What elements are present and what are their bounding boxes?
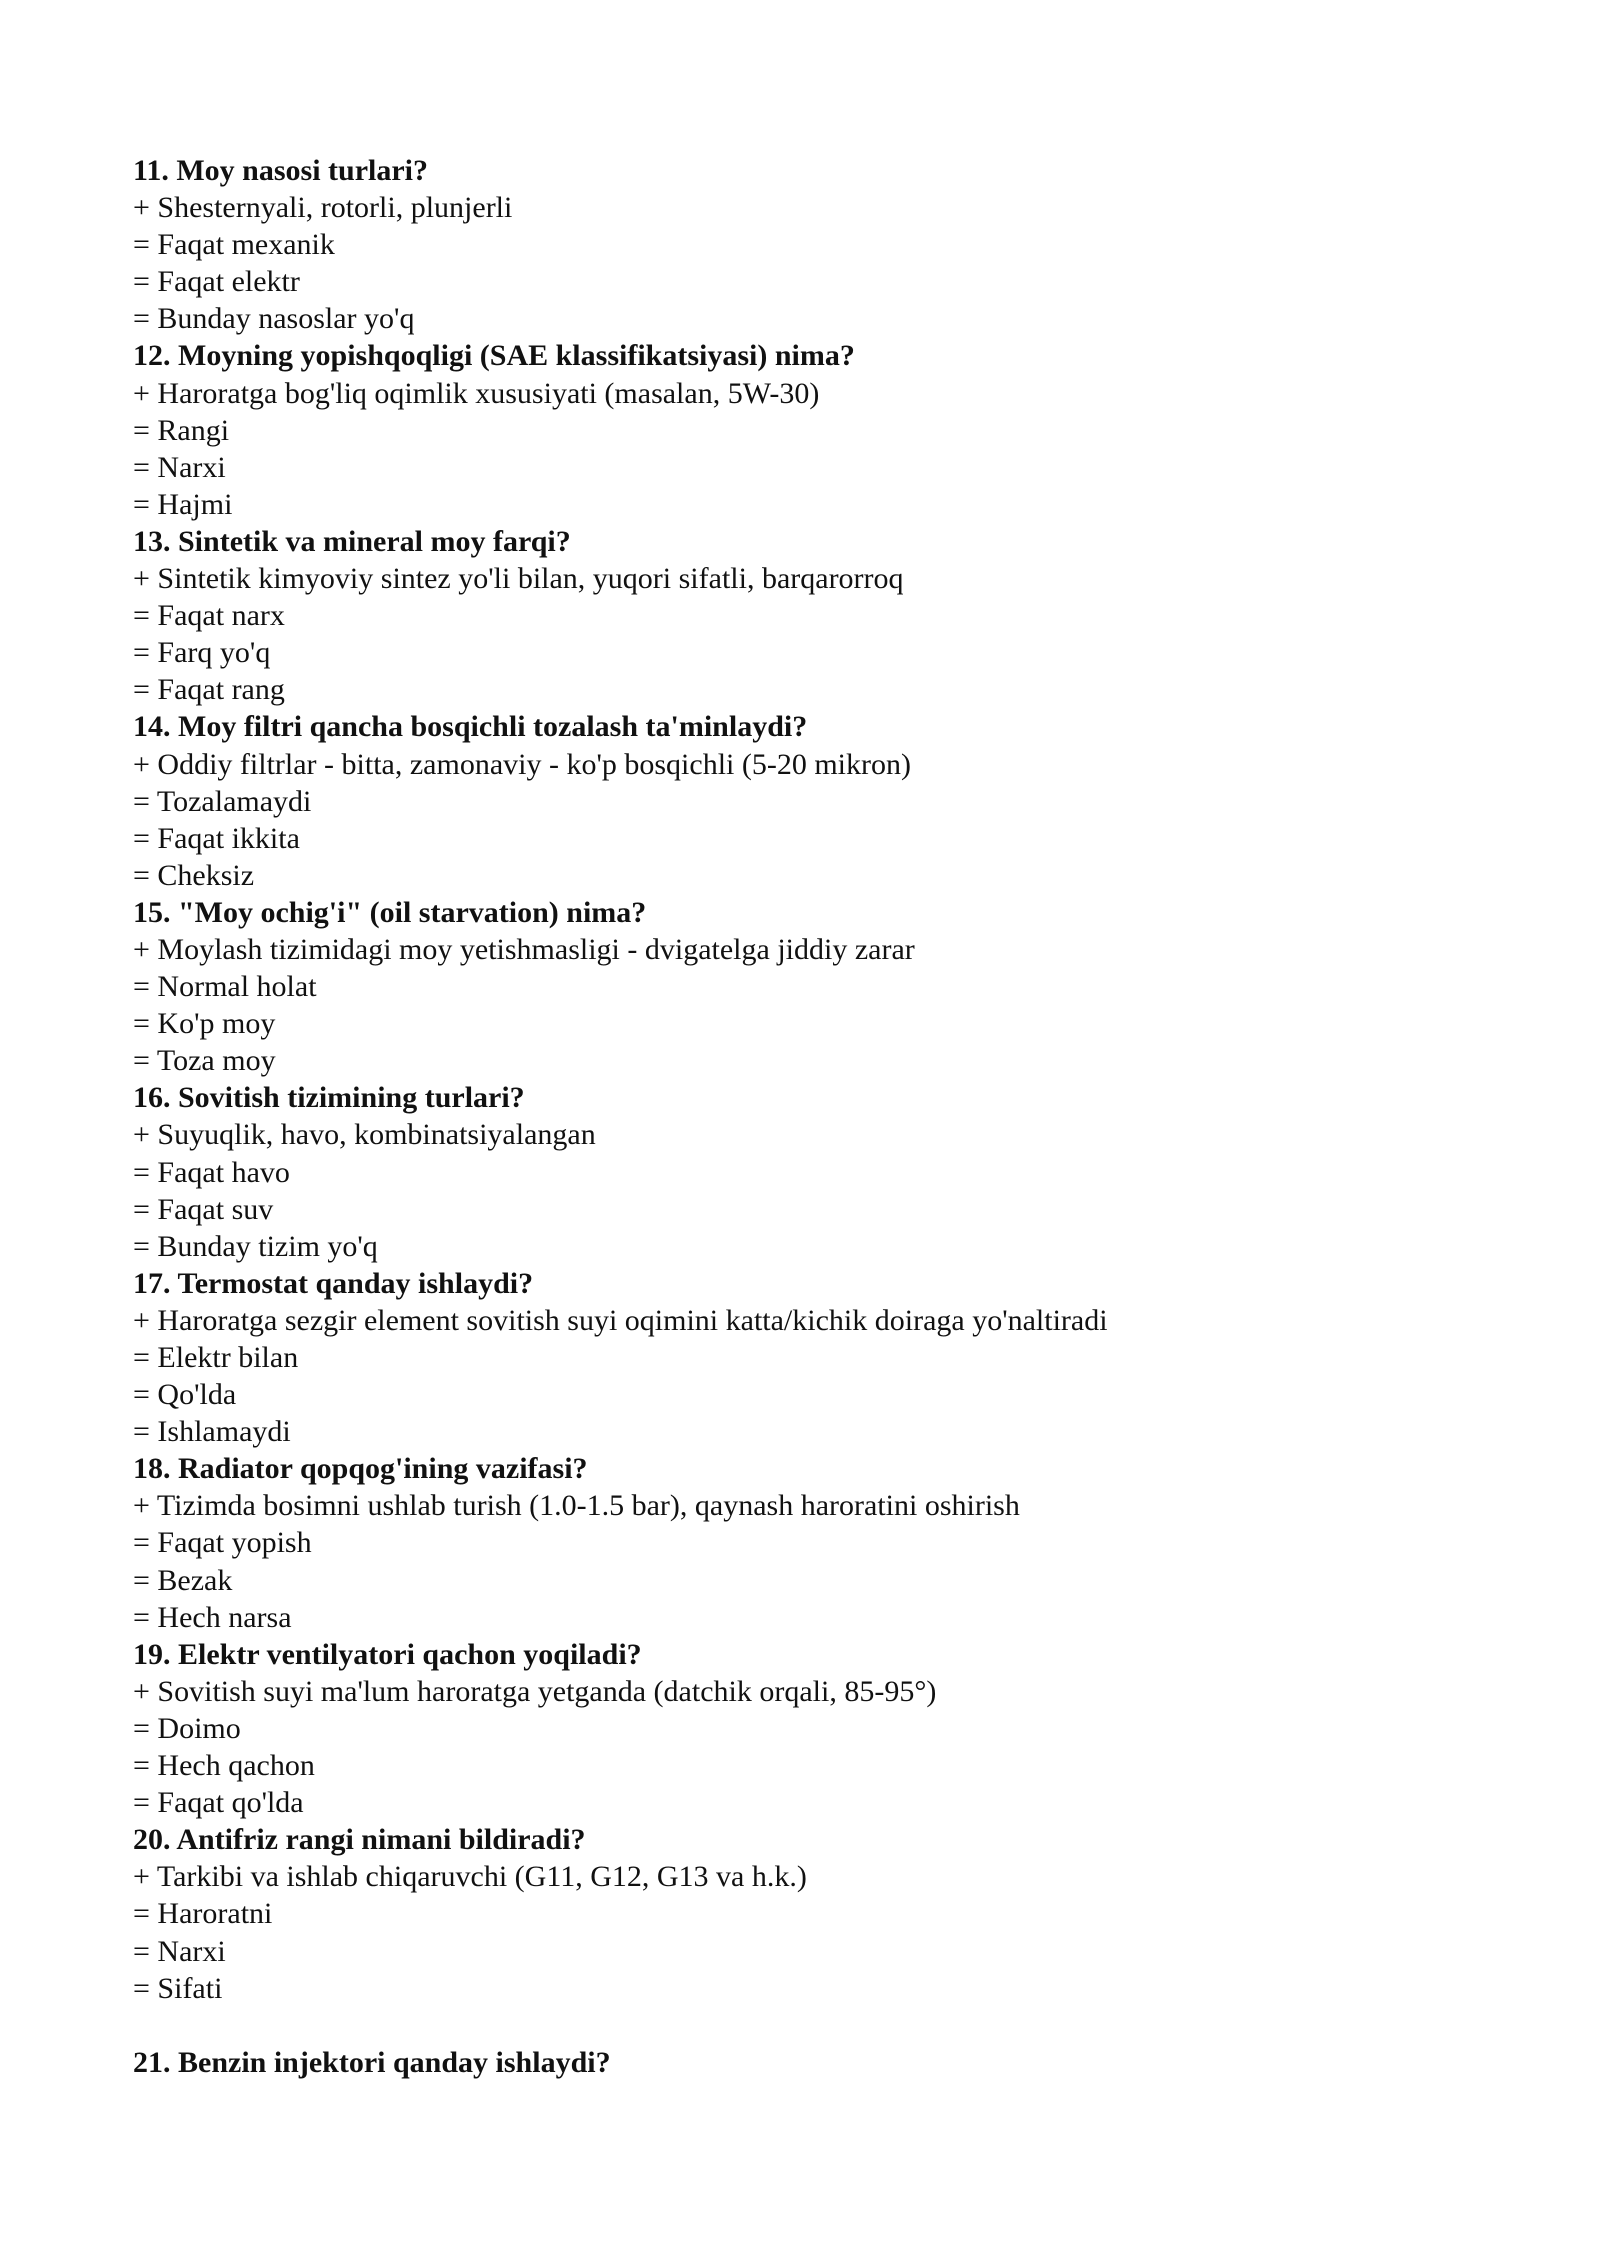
answer-option: = Tozalamaydi: [133, 784, 312, 818]
question-title: 11. Moy nasosi turlari?: [133, 154, 429, 187]
answer-option-correct: + Moylash tizimidagi moy yetishmasligi - dvigatelga jiddiy zarar: [133, 932, 915, 966]
answer-option: = Hech narsa: [133, 1600, 292, 1634]
answer-option: = Bezak: [133, 1563, 233, 1597]
question-title: 13. Sintetik va mineral moy farqi?: [133, 524, 571, 558]
answer-option: = Haroratni: [133, 1897, 273, 1931]
answer-option-correct: + Sintetik kimyoviy sintez yo'li bilan, yuqori sifatli, barqarorroq: [133, 562, 904, 596]
answer-option: = Elektr bilan: [133, 1341, 299, 1374]
answer-option: = Faqat ikkita: [133, 821, 300, 855]
question-block: [133, 1450, 1533, 1635]
question-title: 14. Moy filtri qancha bosqichli tozalash ta'minlaydi?: [133, 710, 808, 744]
answer-option: = Narxi: [133, 450, 226, 484]
answer-option: = Faqat elektr: [133, 265, 300, 299]
document-page: [133, 152, 1533, 2081]
answer-option: = Hajmi: [133, 487, 233, 521]
answer-option: = Bunday tizim yo'q: [133, 1229, 378, 1263]
answer-option-correct: + Shesternyali, rotorli, plunjerli: [133, 191, 513, 225]
answer-option: = Doimo: [133, 1711, 241, 1745]
answer-option-correct: + Oddiy filtrlar - bitta, zamonaviy - ko'p bosqichli (5-20 mikron): [133, 747, 911, 781]
answer-option: = Rangi: [133, 413, 230, 447]
question-title: 21. Benzin injektori qanday ishlaydi?: [133, 2045, 611, 2079]
question-title: 15. "Moy ochig'i" (oil starvation) nima?: [133, 895, 647, 929]
answer-option: = Faqat mexanik: [133, 228, 335, 262]
answer-option: = Ko'p moy: [133, 1007, 276, 1041]
question-block: [133, 523, 1533, 708]
question-title: 16. Sovitish tizimining turlari?: [133, 1081, 525, 1115]
question-block: [133, 1636, 1533, 1821]
answer-option: = Ishlamaydi: [133, 1415, 291, 1449]
answer-option: = Bunday nasoslar yo'q: [133, 302, 415, 336]
question-block: [133, 2044, 1533, 2081]
question-block: [133, 1821, 1533, 2006]
answer-option-correct: + Haroratga sezgir element sovitish suyi oqimini katta/kichik doiraga yo'naltiradi: [133, 1303, 1108, 1337]
answer-option-correct: + Tizimda bosimni ushlab turish (1.0-1.5 bar), qaynash haroratini oshirish: [133, 1489, 1020, 1523]
answer-option-correct: + Tarkibi va ishlab chiqaruvchi (G11, G12, G13 va h.k.): [133, 1860, 807, 1894]
answer-option: = Faqat qo'lda: [133, 1786, 304, 1820]
answer-option: = Faqat narx: [133, 599, 285, 633]
question-title: 19. Elektr ventilyatori qachon yoqiladi?: [133, 1637, 642, 1671]
question-block: [133, 894, 1533, 1079]
question-block: [133, 1079, 1533, 1264]
answer-option: = Farq yo'q: [133, 636, 271, 670]
answer-option-correct: + Suyuqlik, havo, kombinatsiyalangan: [133, 1118, 596, 1152]
answer-option: = Hech qachon: [133, 1749, 315, 1783]
answer-option: = Faqat suv: [133, 1192, 274, 1226]
question-title: 18. Radiator qopqog'ining vazifasi?: [133, 1452, 588, 1486]
answer-option-correct: + Sovitish suyi ma'lum haroratga yetganda (datchik orqali, 85-95°): [133, 1674, 937, 1708]
answer-option: = Sifati: [133, 1971, 223, 2005]
answer-option: = Qo'lda: [133, 1378, 237, 1412]
question-block: [133, 708, 1533, 893]
question-title: 12. Moyning yopishqoqligi (SAE klassifikatsiyasi) nima?: [133, 339, 855, 373]
question-title: 17. Termostat qanday ishlaydi?: [133, 1266, 534, 1300]
answer-option: = Narxi: [133, 1934, 226, 1968]
question-block: [133, 1265, 1533, 1450]
answer-option-correct: + Haroratga bog'liq oqimlik xususiyati (masalan, 5W-30): [133, 376, 820, 410]
answer-option: = Faqat yopish: [133, 1526, 312, 1560]
answer-option: = Cheksiz: [133, 858, 255, 892]
question-block: [133, 337, 1533, 522]
answer-option: = Faqat rang: [133, 673, 285, 707]
blank-line: [133, 2007, 1533, 2044]
answer-option: = Faqat havo: [133, 1155, 290, 1189]
answer-option: = Toza moy: [133, 1044, 276, 1078]
question-block: [133, 152, 1533, 337]
answer-option: = Normal holat: [133, 970, 317, 1004]
question-title: 20. Antifriz rangi nimani bildiradi?: [133, 1823, 586, 1857]
